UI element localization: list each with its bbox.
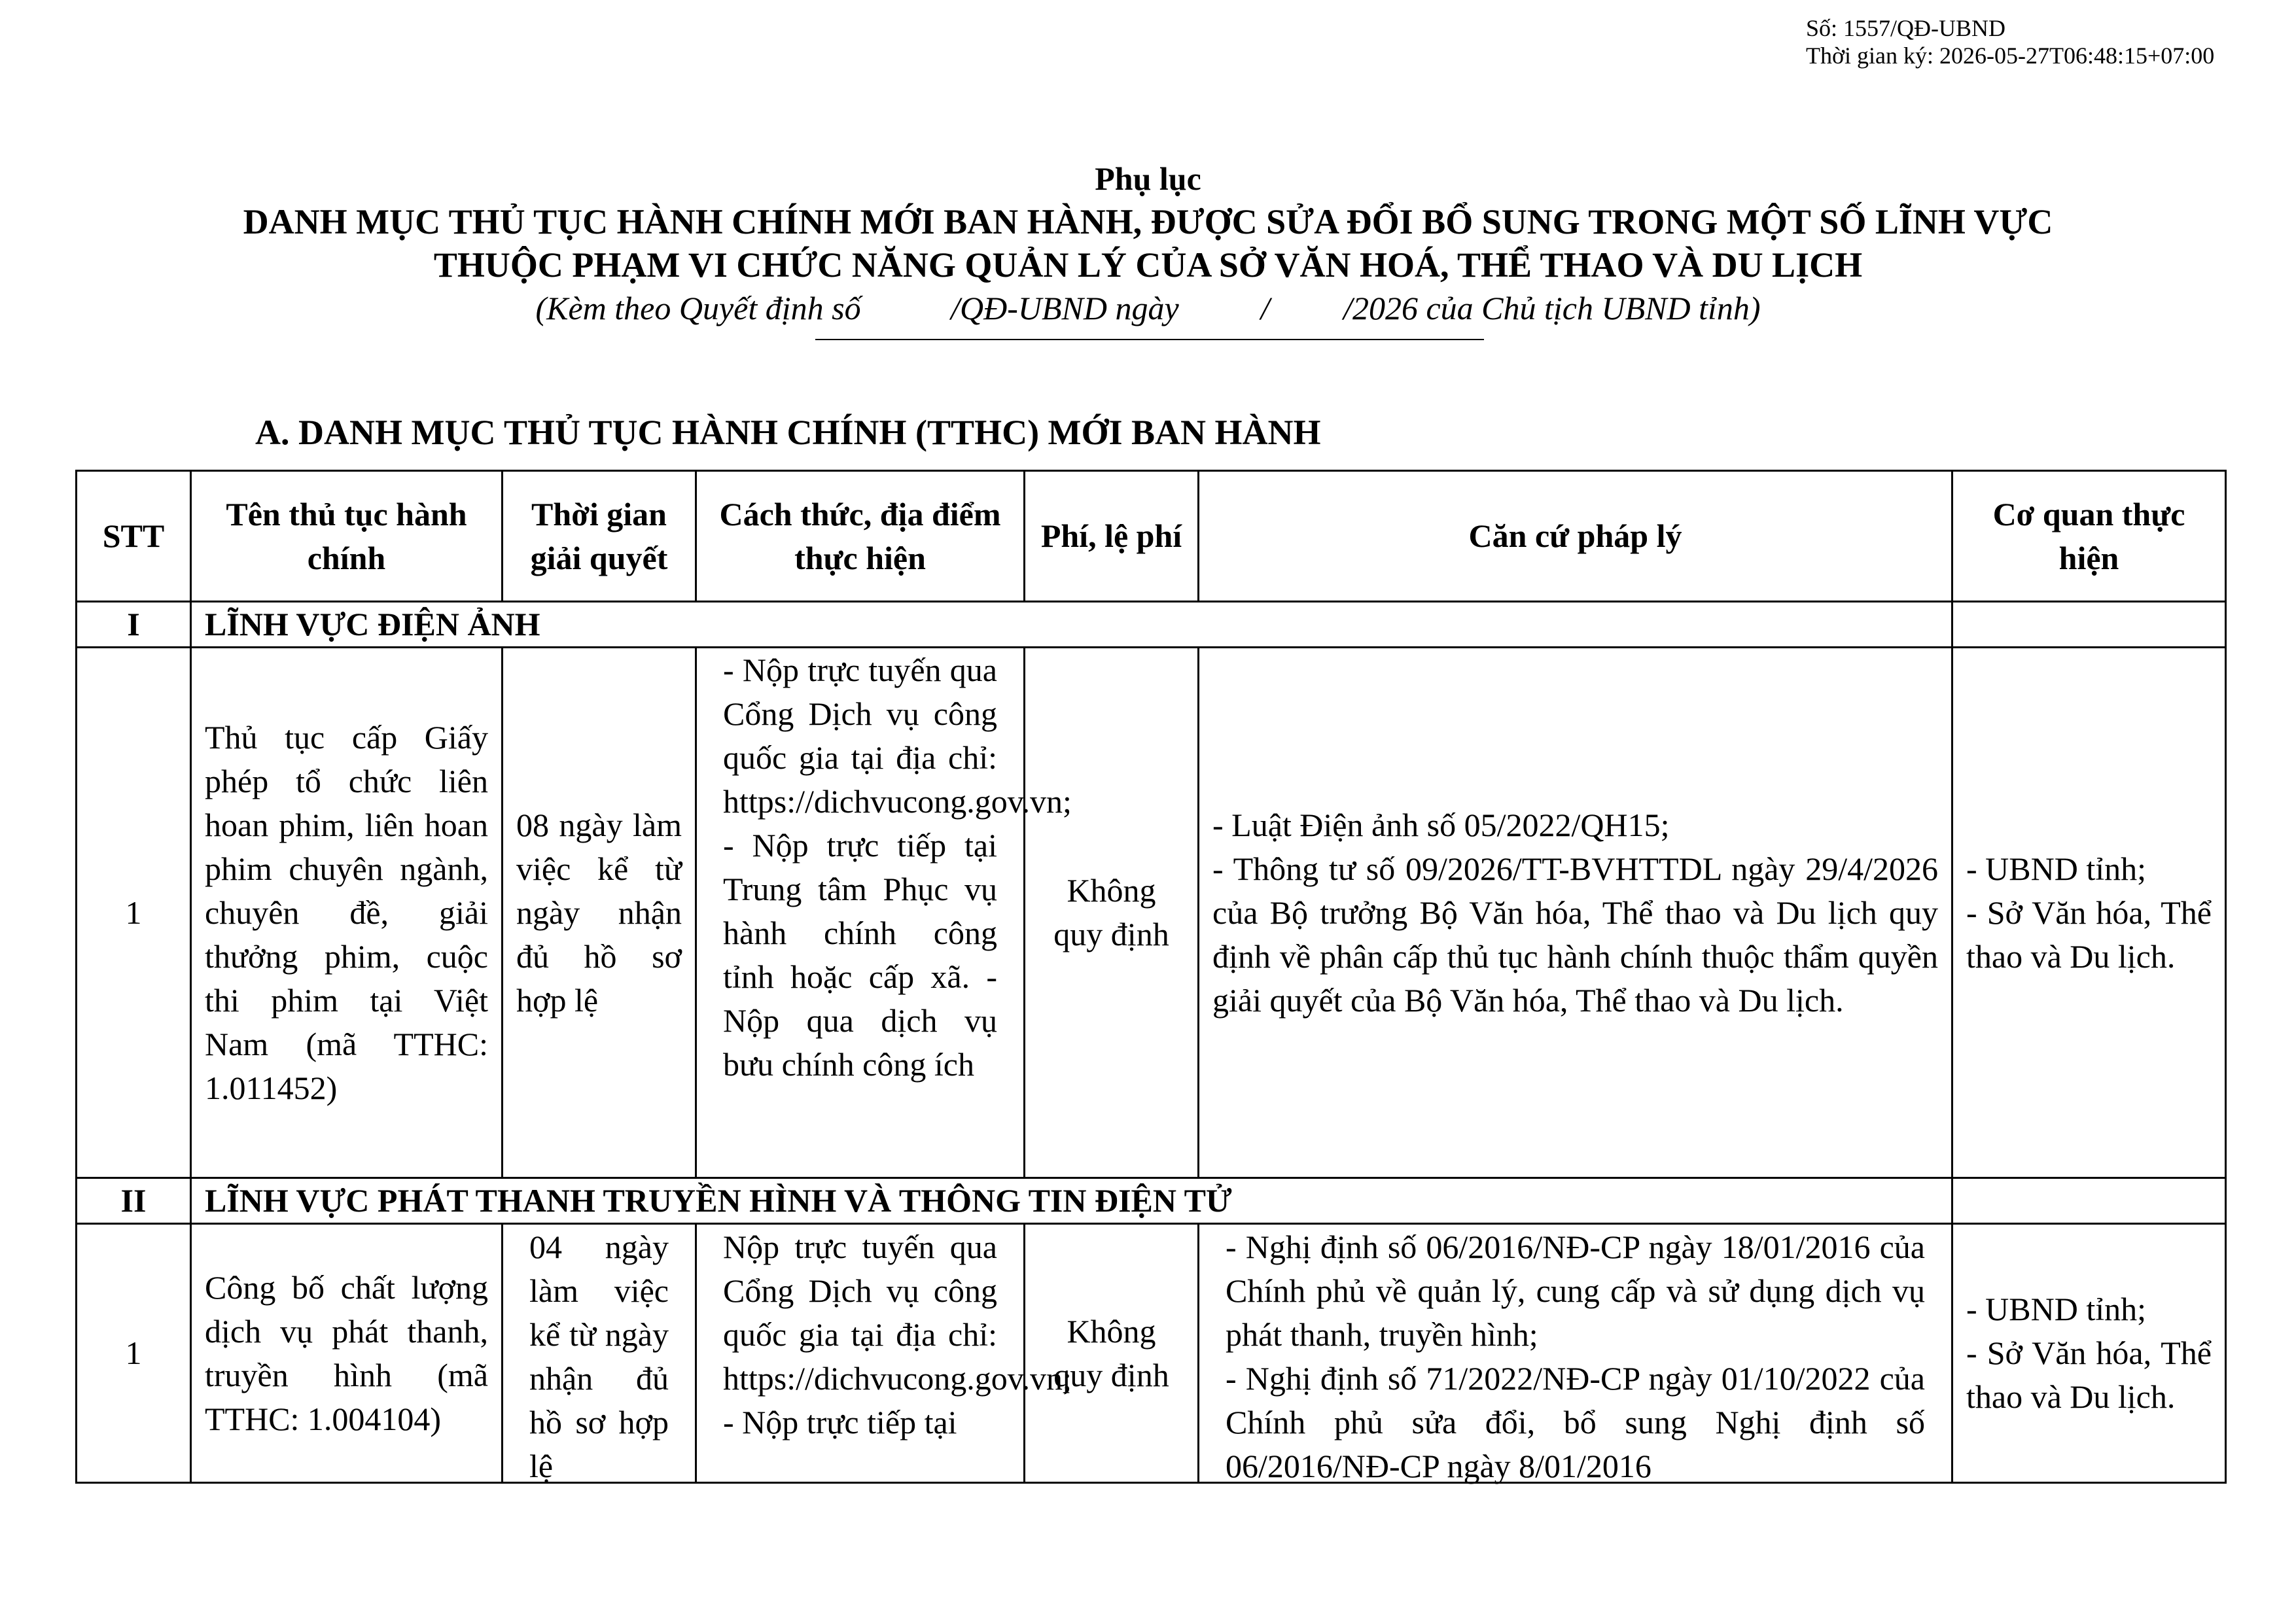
table-row xyxy=(77,1224,2226,1483)
legal-basis-item: - Nghị định số 71/2022/NĐ-CP ngày 01/10/2022 của Chính phủ sửa đổi, bổ sung Nghị định số 06/2016/NĐ-CP ngày 8/01/2016 xyxy=(1226,1359,1925,1484)
group-title: LĨNH VỰC PHÁT THANH TRUYỀN HÌNH VÀ THÔNG TIN ĐIỆN TỬ xyxy=(191,1178,1952,1224)
agency-item: - Sở Văn hóa, Thể thao và Du lịch. xyxy=(1966,1335,2212,1415)
submission-method: - Nộp trực tuyến qua Cổng Dịch vụ công quốc gia tại địa chỉ: https://dichvucong.gov.vn; - Nộp trực tiếp tại Trung tâm Phục vụ hành chính công tỉnh hoặc cấp xã. - Nộp qua dịch vụ bưu chính công ích xyxy=(723,652,1072,1083)
group-number: I xyxy=(77,602,191,648)
digital-signature-stamp xyxy=(1806,14,2214,69)
agency-item: - UBND tỉnh; xyxy=(1966,1291,2146,1327)
legal-basis xyxy=(1199,648,1952,1178)
implementing-agency xyxy=(1952,1224,2226,1483)
legal-basis-cell xyxy=(1199,1224,1952,1483)
column-header-stt: STT xyxy=(77,471,191,602)
column-header-method: Cách thức, địa điểm thực hiện xyxy=(696,471,1025,602)
procedure-name: Công bố chất lượng dịch vụ phát thanh, truyền hình (mã TTHC: 1.004104) xyxy=(191,1224,503,1483)
group-title: LĨNH VỰC ĐIỆN ẢNH xyxy=(191,602,1952,648)
implementing-agency xyxy=(1952,648,2226,1178)
legal-basis-item: - Thông tư số 09/2026/TT-BVHTTDL ngày 29/4/2026 của Bộ trưởng Bộ Văn hóa, Thể thao và Du lịch quy định về phân cấp thủ tục hành chính thuộc thẩm quyền giải quyết của Bộ Văn hóa, Thể thao và Du lịch. xyxy=(1212,850,1938,1019)
legal-basis xyxy=(1212,1225,1938,1482)
submission-method-cell xyxy=(696,648,1072,1178)
submission-method: Nộp trực tuyến qua Cổng Dịch vụ công quốc gia tại địa chỉ: https://dichvucong.gov.vn; - Nộp trực tiếp tại xyxy=(723,1228,1072,1440)
document-subtitle: (Kèm theo Quyết định số /QĐ-UBND ngày / /2026 của Chủ tịch UBND tỉnh) xyxy=(535,290,1761,326)
submission-method-cell xyxy=(696,1224,1072,1483)
document-header xyxy=(0,157,2296,330)
processing-time-cell xyxy=(503,1224,696,1483)
legal-basis-item: - Nghị định số 06/2016/NĐ-CP ngày 18/01/2016 của Chính phủ về quản lý, cung cấp và sử dụng dịch vụ phát thanh, truyền hình; xyxy=(1226,1228,1925,1353)
procedures-table xyxy=(75,470,2227,1484)
processing-time: 04 ngày làm việc kể từ ngày nhận đủ hồ sơ hợp lệ xyxy=(529,1228,669,1484)
column-header-time: Thời gian giải quyết xyxy=(503,471,696,602)
legal-basis-item: - Luật Điện ảnh số 05/2022/QH15; xyxy=(1212,806,1670,843)
document-title-line1: DANH MỤC THỦ TỤC HÀNH CHÍNH MỚI BAN HÀNH, ĐƯỢC SỬA ĐỔI BỔ SUNG TRONG MỘT SỐ LĨNH VỰC xyxy=(243,202,2053,241)
group-row-2 xyxy=(77,1178,2226,1224)
document-title-line2: THUỘC PHẠM VI CHỨC NĂNG QUẢN LÝ CỦA SỞ VĂN HOÁ, THỂ THAO VÀ DU LỊCH xyxy=(433,245,1863,285)
group-number: II xyxy=(77,1178,191,1224)
agency-item: - Sở Văn hóa, Thể thao và Du lịch. xyxy=(1966,894,2212,975)
fee: Không quy định xyxy=(1025,648,1199,1178)
signed-time: Thời gian ký: 2026-05-27T06:48:15+07:00 xyxy=(1806,43,2215,69)
row-stt: 1 xyxy=(77,1224,191,1483)
table-header-row xyxy=(77,471,2226,602)
column-header-name: Tên thủ tục hành chính xyxy=(191,471,503,602)
processing-time: 08 ngày làm việc kể từ ngày nhận đủ hồ sơ hợp lệ xyxy=(503,648,696,1178)
appendix-label: Phụ lục xyxy=(1095,160,1201,197)
procedure-name: Thủ tục cấp Giấy phép tổ chức liên hoan phim, liên hoan phim chuyên ngành, chuyên đề, giải thưởng phim, cuộc thi phim tại Việt Nam (mã TTHC: 1.011452) xyxy=(191,648,503,1178)
section-a-heading: A. DANH MỤC THỦ TỤC HÀNH CHÍNH (TTHC) MỚI BAN HÀNH xyxy=(255,413,1321,452)
group-empty-cell xyxy=(1952,602,2226,648)
column-header-legal: Căn cứ pháp lý xyxy=(1199,471,1952,602)
agency-item: - UBND tỉnh; xyxy=(1966,850,2146,887)
group-row-1 xyxy=(77,602,2226,648)
row-stt: 1 xyxy=(77,648,191,1178)
fee: Không quy định xyxy=(1025,1224,1199,1483)
column-header-fee: Phí, lệ phí xyxy=(1025,471,1199,602)
group-empty-cell xyxy=(1952,1178,2226,1224)
column-header-agency: Cơ quan thực hiện xyxy=(1952,471,2226,602)
subtitle-underline xyxy=(815,339,1484,340)
table-row xyxy=(77,648,2226,1178)
decision-number: Số: 1557/QĐ-UBND xyxy=(1806,15,2006,41)
